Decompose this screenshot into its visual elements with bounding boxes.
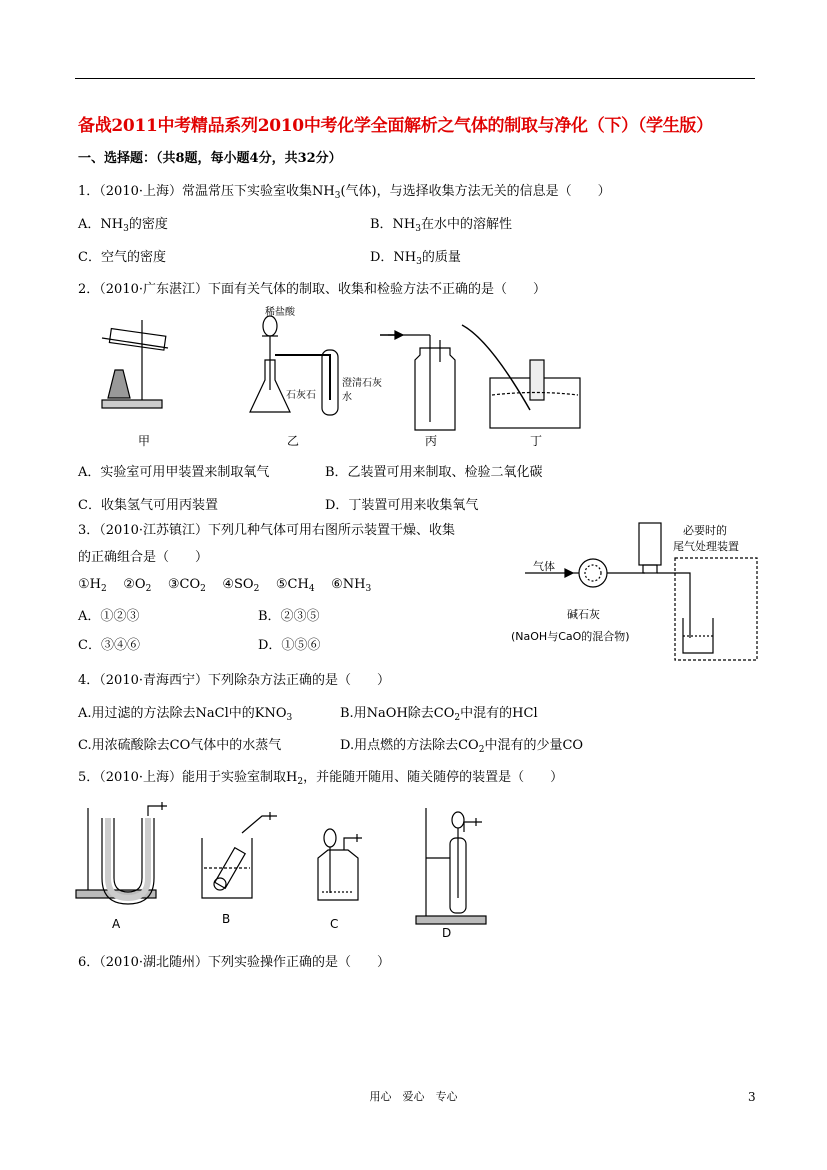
q3-option-c: C．③④⑥	[78, 638, 140, 653]
svg-text:水: 水	[342, 392, 352, 403]
q4-option-d: D.用点燃的方法除去$CO_2$中混有的少量CO	[340, 738, 584, 755]
caption-bing: 丙	[425, 434, 438, 448]
q6-stem: 6．（2010·湖北随州）下列实验操作正确的是（ ）	[78, 955, 390, 970]
q4-option-a: A.用过滤的方法除去NaCl中的$KNO_3$	[78, 706, 293, 723]
q5-apparatus-figure	[72, 798, 512, 938]
q3-option-a: A．①②③	[78, 609, 140, 624]
label-note2: 尾气处理装置	[673, 540, 739, 553]
q2-stem: 2．（2010·广东湛江）下面有关气体的制取、收集和检验方法不正确的是（ ）	[78, 282, 546, 297]
label-lime: 碱石灰	[567, 608, 600, 621]
section-heading: 一、选择题：（共8题，每小题4分，共32分）	[78, 151, 342, 166]
q4-option-c: C.用浓硫酸除去CO气体中的水蒸气	[78, 738, 282, 753]
label-mix: (NaOH与CaO的混合物)	[511, 630, 630, 643]
q3-gas-list: $①H_2$ $②O_2$ $③CO_2$ $④SO_2$ $⑤CH_4$ $⑥NH_3$	[78, 577, 372, 594]
document-title: 备战2011中考精品系列2010中考化学全面解析之气体的制取与净化（下）（学生版）	[78, 116, 713, 136]
q3-drying-apparatus-figure	[505, 518, 765, 666]
header-rule	[75, 78, 755, 79]
label-acid: 稀盐酸	[265, 307, 295, 318]
q2-option-d: D．丁装置可用来收集氧气	[325, 498, 479, 513]
caption-c: C	[330, 917, 339, 931]
page-footer: 用心 爱心 专心	[369, 1090, 458, 1103]
q4-option-b: B.用NaOH除去$CO_2$中混有的HCl	[340, 706, 538, 723]
q1-option-c: C．空气的密度	[78, 250, 166, 265]
label-note1: 必要时的	[683, 524, 727, 537]
q2-option-b: B．乙装置可用来制取、检验二氧化碳	[325, 465, 543, 480]
caption-ding: 丁	[530, 434, 543, 448]
jia-base	[102, 400, 162, 408]
q5-stem: 5．（2010·上海）能用于实验室制取$H_2$，并能随开随用、随关随停的装置是（ ）	[78, 770, 564, 787]
caption-a: A	[112, 917, 121, 931]
q2-option-a: A．实验室可用甲装置来制取氧气	[78, 465, 270, 480]
caption-jia: 甲	[138, 434, 151, 448]
label-limewater: 澄清石灰	[342, 378, 382, 389]
q1-stem: 1．（2010·上海）常温常压下实验室收集$NH_3$(气体)，与选择收集方法无关的信息是（ ）	[78, 184, 611, 201]
label-limestone: 石灰石	[286, 390, 316, 401]
q1-option-d: D．$NH_3$的质量	[370, 250, 461, 267]
q2-option-c: C．收集氢气可用丙装置	[78, 498, 218, 513]
q3-stem-2: 的正确组合是（ ）	[78, 550, 209, 565]
q3-option-b: B．②③⑤	[258, 609, 320, 624]
q2-apparatus-figure	[90, 300, 590, 450]
caption-d: D	[442, 926, 452, 938]
q3-stem-1: 3．（2010·江苏镇江）下列几种气体可用右图所示装置干燥、收集	[78, 523, 455, 538]
label-gas: 气体	[533, 560, 555, 573]
caption-yi: 乙	[287, 434, 300, 448]
q4-stem: 4．（2010·青海西宁）下列除杂方法正确的是（ ）	[78, 673, 390, 688]
q1-option-a: A．$NH_3$的密度	[78, 217, 168, 234]
q3-option-d: D．①⑤⑥	[258, 638, 321, 653]
q1-option-b: B．$NH_3$在水中的溶解性	[370, 217, 513, 234]
caption-b: B	[222, 912, 231, 926]
page-number: 3	[748, 1090, 756, 1104]
